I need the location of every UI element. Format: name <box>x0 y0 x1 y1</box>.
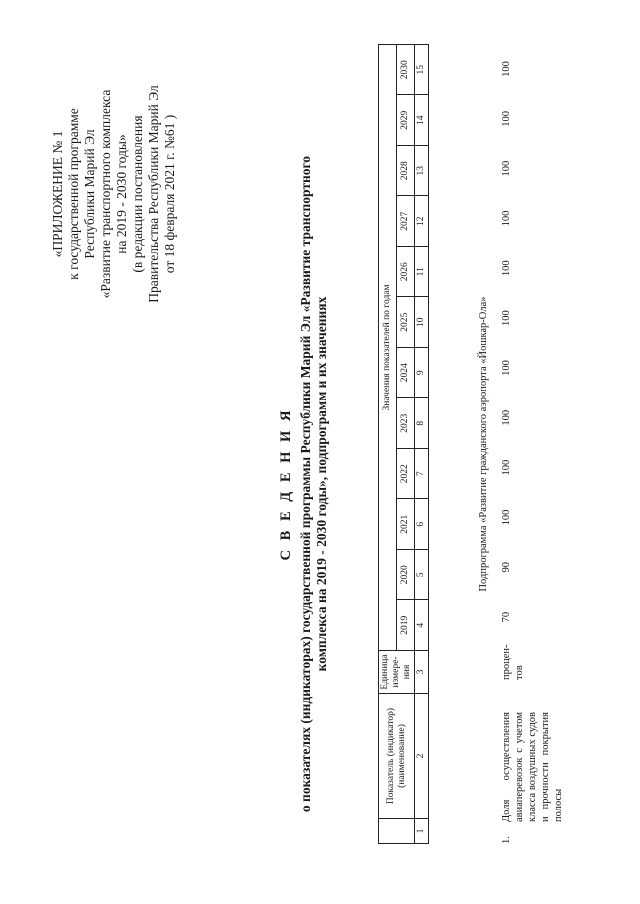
row-number: 1. <box>501 836 512 844</box>
column-number: 13 <box>415 146 429 197</box>
header-year: 2026 <box>397 247 415 298</box>
header-year: 2030 <box>397 45 415 96</box>
header-values-group: Значения показателей по годам <box>379 45 397 651</box>
row-values <box>500 44 513 642</box>
table-header-row <box>379 45 397 844</box>
row-value: 100 <box>501 310 512 326</box>
column-number: 11 <box>415 247 429 298</box>
indicators-table <box>378 44 429 844</box>
column-number: 3 <box>415 651 429 694</box>
header-year: 2025 <box>397 297 415 348</box>
row-value: 100 <box>501 210 512 227</box>
appendix-line: на 2019 - 2030 годы» <box>114 134 129 254</box>
appendix-line: Правительства Республики Марий Эл <box>146 85 161 303</box>
row-indicator-name: Доля осуществления авиаперевозок с учетом класса воздушных судов и прочности покрытия полосы <box>501 712 564 822</box>
row-value: 100 <box>501 160 512 177</box>
header-year: 2021 <box>397 499 415 550</box>
row-value: 100 <box>501 360 512 376</box>
header-indicator: Показатель (индикатор) (наименование) <box>379 694 415 819</box>
header-year: 2020 <box>397 550 415 601</box>
column-number: 9 <box>415 348 429 399</box>
column-number: 4 <box>415 600 429 651</box>
header-year: 2029 <box>397 95 415 146</box>
column-number: 10 <box>415 297 429 348</box>
column-number: 8 <box>415 398 429 449</box>
column-number: 7 <box>415 449 429 500</box>
row-value: 100 <box>501 61 512 77</box>
header-year: 2022 <box>397 449 415 500</box>
subprogram-title: Подпрограмма «Развитие гражданского аэропорта «Йошкар-Ола» <box>478 296 489 592</box>
header-year: 2028 <box>397 146 415 197</box>
row-value: 100 <box>501 459 512 476</box>
row-value: 100 <box>501 110 512 127</box>
appendix-line: Республики Марий Эл <box>82 129 97 259</box>
table-column-numbers-row <box>415 45 429 844</box>
row-value: 100 <box>501 260 512 277</box>
header-year: 2019 <box>397 600 415 651</box>
column-number: 5 <box>415 550 429 601</box>
column-number: 1 <box>415 819 429 844</box>
appendix-line: «ПРИЛОЖЕНИЕ № 1 <box>50 130 65 258</box>
appendix-block <box>50 44 178 344</box>
subtitle-line-2: комплекса на 2019 - 2030 годы», подпрограмм и их значениях <box>314 296 329 672</box>
column-number: 6 <box>415 499 429 550</box>
row-value: 90 <box>501 562 512 573</box>
column-number: 12 <box>415 196 429 247</box>
row-unit: процен- тов <box>501 644 525 680</box>
document-heading: С В Е Д Е Н И Я <box>278 407 294 561</box>
subtitle-line-1: о показателях (индикаторах) государственной программы Республики Марий Эл «Развитие транспортного <box>298 155 313 813</box>
header-number <box>379 819 415 844</box>
header-year: 2024 <box>397 348 415 399</box>
column-number: 14 <box>415 95 429 146</box>
document-subtitle <box>298 124 330 844</box>
appendix-line: «Развитие транспортного комплекса <box>98 89 113 299</box>
row-value: 100 <box>501 409 512 426</box>
appendix-line: от 18 февраля 2021 г. №61 ) <box>162 114 177 274</box>
header-year: 2027 <box>397 196 415 247</box>
appendix-line: к государственной программе <box>66 108 81 280</box>
row-value: 100 <box>501 509 512 526</box>
row-value: 70 <box>501 611 512 623</box>
appendix-line: (в редакции постановления <box>130 115 145 273</box>
header-year: 2023 <box>397 398 415 449</box>
column-number: 15 <box>415 45 429 96</box>
header-unit: Единица измере- ния <box>379 651 415 694</box>
column-number: 2 <box>415 694 429 819</box>
